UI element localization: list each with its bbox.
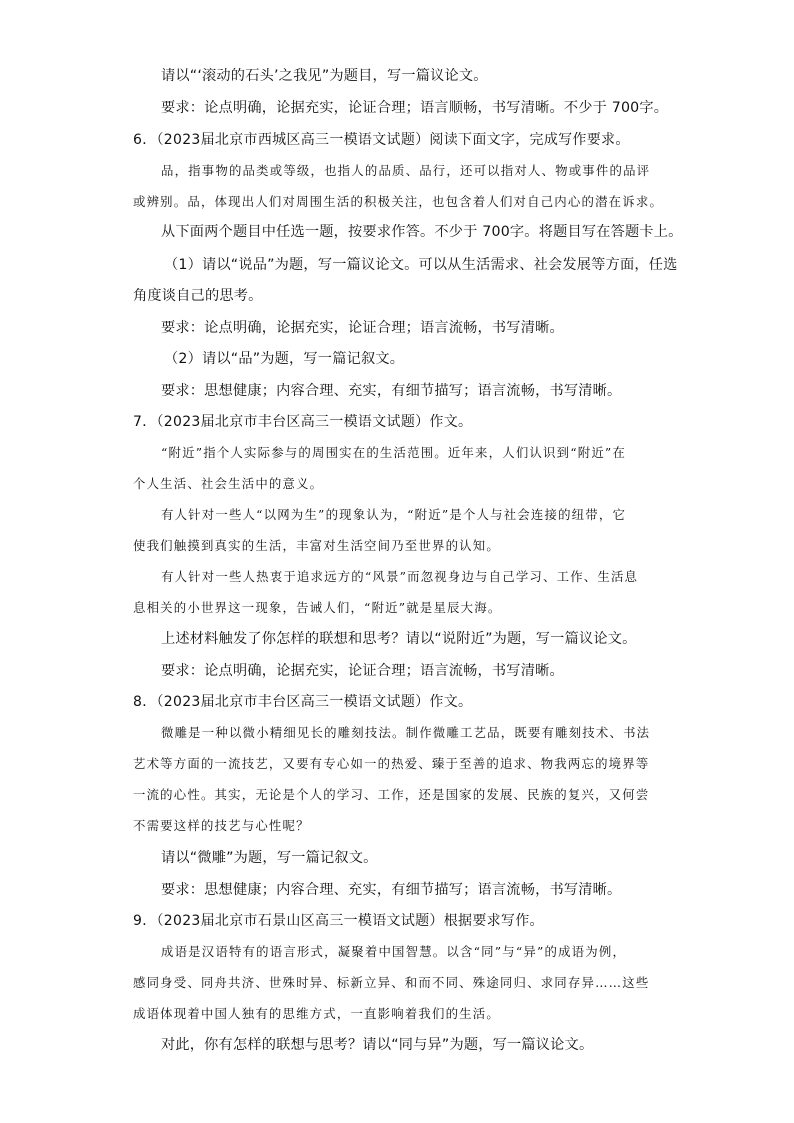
material-line: 或辨别。品，体现出人们对周围生活的积极关注，也包含着人们对自己内心的潜在诉求。	[133, 194, 664, 209]
material-line: 成语是汉语特有的语言形式，凝聚着中国智慧。以含“同”与“异”的成语为例，	[161, 944, 627, 959]
material-line: 息相关的小世界这一现象，告诫人们，“附近”就是星辰大海。	[133, 600, 502, 615]
option-1-continuation: 角度谈自己的思考。	[133, 288, 263, 304]
requirement-line: 要求：论点明确，论据充实，论证合理；语言顺畅，书写清晰。不少于 700字。	[161, 100, 669, 116]
material-line: 有人针对一些人“以网为生”的现象认为，“附近”是个人与社会连接的纽带，它	[161, 507, 627, 522]
instruction-line: 从下面两个题目中任选一题，按要求作答。不少于 700字。将题目写在答题卡上。	[161, 224, 683, 240]
question-heading-9: 9．（2023届北京市石景山区高三一模语文试题）根据要求写作。	[133, 913, 544, 929]
prompt-line: 上述材料触发了你怎样的联想和思考？请以“说附近”为题，写一篇议论文。	[161, 631, 637, 647]
requirement-line: 要求：论点明确，论据充实，论证合理；语言流畅，书写清晰。	[161, 320, 564, 336]
question-heading-8: 8．（2023届北京市丰台区高三一模语文试题）作文。	[133, 694, 473, 710]
material-line: 微雕是一种以微小精细见长的雕刻技法。制作微雕工艺品，既要有雕刻技术、书法	[161, 725, 651, 740]
material-line: 成语体现着中国人独有的思维方式，一直影响着我们的生活。	[133, 1006, 500, 1021]
prompt-line: 请以“微雕”为题，写一篇记叙文。	[161, 850, 378, 866]
option-1-line: （1）请以“说品”为题，写一篇议论文。可以从生活需求、社会发展等方面，任选	[164, 257, 678, 273]
material-line: 个人生活、社会生活中的意义。	[133, 476, 324, 491]
option-2-line: （2）请以“品”为题，写一篇记叙文。	[164, 351, 405, 367]
requirement-line: 要求：论点明确，论据充实，论证合理；语言流畅，书写清晰。	[161, 663, 564, 679]
material-line: 使我们触摸到真实的生活，丰富对生活空间乃至世界的认知。	[133, 538, 500, 553]
question-heading-6: 6．（2023届北京市西城区高三一模语文试题）阅读下面文字，完成写作要求。	[133, 132, 630, 148]
material-line: 有人针对一些人热衷于追求远方的“风景”而忽视身边与自己学习、工作、生活息	[161, 569, 639, 584]
material-line: 一流的心性。其实，无论是个人的学习、工作，还是国家的发展、民族的复兴，又何尝	[133, 787, 650, 802]
material-line: 感同身受、同舟共济、世殊时异、标新立异、和而不同、殊途同归、求同存异……这些	[133, 975, 650, 990]
material-line: 品，指事物的品类或等级，也指人的品质、品行，还可以指对人、物或事件的品评	[161, 163, 651, 178]
question-heading-7: 7．（2023届北京市丰台区高三一模语文试题）作文。	[133, 414, 473, 430]
prompt-line: 请以“‘滚动的石头’之我见”为题目，写一篇议论文。	[161, 68, 488, 84]
prompt-line: 对此，你有怎样的联想与思考？请以“同与异”为题，写一篇议论文。	[161, 1037, 594, 1053]
material-line: “附近”指个人实际参与的周围实在的生活范围。近年来，人们认识到“附近”在	[161, 445, 627, 460]
material-line: 不需要这样的技艺与心性呢？	[133, 818, 310, 833]
requirement-line: 要求：思想健康；内容合理、充实，有细节描写；语言流畅，书写清晰。	[161, 882, 622, 898]
requirement-line: 要求：思想健康；内容合理、充实，有细节描写；语言流畅，书写清晰。	[161, 383, 622, 399]
material-line: 艺术等方面的一流技艺，又要有专心如一的热爱、臻于至善的追求、物我两忘的境界等	[133, 756, 650, 771]
